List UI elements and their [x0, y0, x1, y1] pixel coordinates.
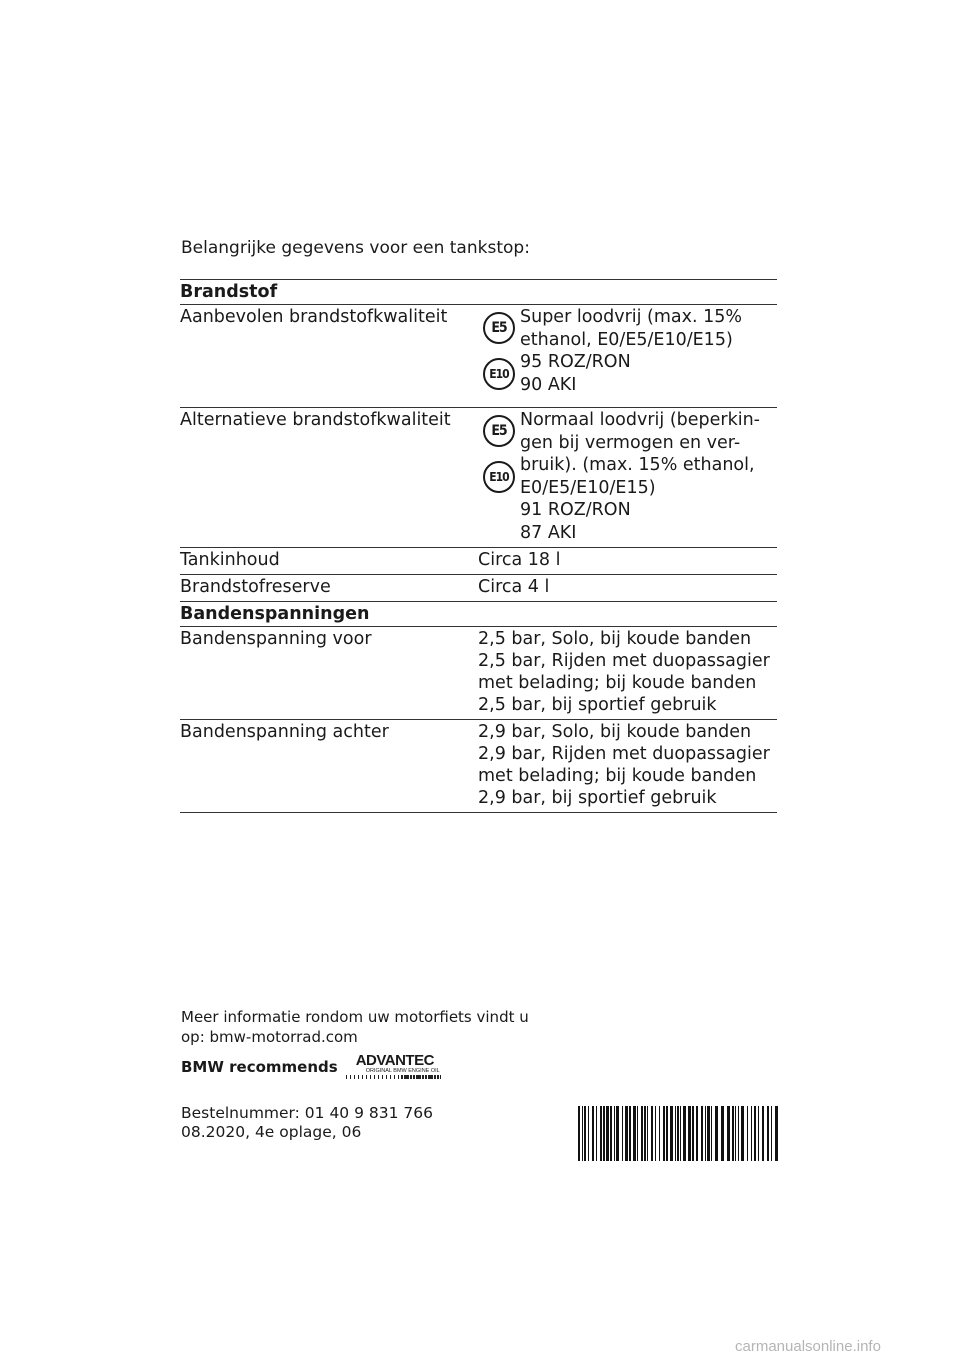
barcode-bar	[680, 1106, 681, 1161]
barcode-bar	[705, 1106, 706, 1161]
barcode-bar	[616, 1106, 619, 1161]
barcode-bar	[625, 1106, 628, 1161]
barcode-bar	[751, 1106, 752, 1161]
barcode-bar	[603, 1106, 605, 1161]
row-label: Brandstofreserve	[180, 577, 331, 597]
value-line: 2,9 bar, Rijden met duopassagier	[478, 744, 770, 764]
logo-stripes-dense	[401, 1075, 441, 1079]
e10-fuel-icon: E10	[483, 358, 515, 390]
value-line: 2,5 bar, Rijden met duopassagier	[478, 651, 770, 671]
barcode-bar	[633, 1106, 636, 1161]
row-value	[520, 409, 777, 544]
barcode-bar	[655, 1106, 656, 1161]
row-tire-pressure-front	[180, 626, 777, 719]
barcode-bar	[610, 1106, 612, 1161]
advantec-logo	[346, 1052, 456, 1082]
intro-text: Belangrijke gegevens voor een tankstop:	[181, 238, 530, 258]
edition-info: 08.2020, 4e oplage, 06	[181, 1123, 362, 1141]
order-info	[181, 1104, 433, 1142]
barcode-bar	[622, 1106, 623, 1161]
value-line: met belading; bij koude banden	[478, 766, 757, 786]
value-line: 95 ROZ/RON	[520, 352, 631, 372]
barcode-bar	[584, 1106, 586, 1161]
fuel-data-table	[180, 279, 777, 813]
row-label: Bandenspanning voor	[180, 629, 372, 649]
logo-subtitle: ORIGINAL BMW ENGINE OIL	[365, 1068, 440, 1074]
row-tank-capacity	[180, 547, 777, 574]
barcode-bar	[663, 1106, 665, 1161]
barcode-bar	[588, 1106, 589, 1161]
value-line: E0/E5/E10/E15)	[520, 477, 656, 498]
barcode-bar	[747, 1106, 748, 1161]
barcode-bar	[637, 1106, 638, 1161]
barcode-bar	[688, 1106, 691, 1161]
barcode-bar	[647, 1106, 648, 1161]
row-fuel-reserve	[180, 574, 777, 601]
barcode-bar	[754, 1106, 756, 1161]
barcode-bar	[735, 1106, 736, 1161]
barcode-bar	[715, 1106, 718, 1161]
row-label: Tankinhoud	[180, 550, 280, 570]
barcode-bar	[775, 1106, 778, 1161]
barcode-bar	[683, 1106, 686, 1161]
row-label: Alternatieve brandstofkwaliteit	[180, 410, 451, 430]
bmw-recommends	[181, 1052, 456, 1082]
barcode-bar	[578, 1106, 580, 1161]
value-line: 2,9 bar, bij sportief gebruik	[478, 788, 717, 808]
barcode-bar	[677, 1106, 679, 1161]
barcode-bar	[721, 1106, 724, 1161]
barcode-bar	[629, 1106, 631, 1161]
row-value	[478, 721, 777, 809]
barcode-bar	[670, 1106, 673, 1161]
barcode-bar	[600, 1106, 602, 1161]
info-line: op: bmw-motorrad.com	[181, 1028, 358, 1046]
barcode-bar	[707, 1106, 710, 1161]
value-line: 90 AKI	[520, 374, 577, 395]
watermark-text: carmanualsonline.info	[735, 1338, 881, 1355]
section-heading-tires: Bandenspanningen	[180, 601, 777, 626]
barcode-bar	[732, 1106, 734, 1161]
logo-brand: ADVANTEC	[355, 1052, 434, 1069]
barcode-bar	[659, 1106, 660, 1161]
value-line: 2,5 bar, bij sportief gebruik	[478, 695, 717, 715]
value-line: gen bij vermogen en ver-	[520, 432, 741, 453]
barcode-bar	[651, 1106, 653, 1161]
barcode-bar	[711, 1106, 712, 1161]
row-recommended-fuel	[180, 304, 777, 407]
barcode-bar	[701, 1106, 703, 1161]
value-line: Normaal loodvrij (beperkin-	[520, 410, 761, 430]
barcode-bar	[741, 1106, 744, 1161]
value-line: 91 ROZ/RON	[520, 500, 631, 520]
value-line: ethanol, E0/E5/E10/E15)	[520, 329, 733, 350]
row-value	[520, 306, 777, 404]
barcode-bar	[727, 1106, 730, 1161]
barcode-bar	[592, 1106, 594, 1161]
order-number: Bestelnummer: 01 40 9 831 766	[181, 1104, 433, 1122]
barcode-bar	[771, 1106, 772, 1161]
barcode-bar	[582, 1106, 583, 1161]
value-line: 87 AKI	[520, 522, 577, 543]
barcode-bar	[692, 1106, 694, 1161]
row-value: Circa 4 l	[478, 577, 550, 597]
row-value: Circa 18 l	[478, 550, 561, 570]
recommends-label: BMW recommends	[181, 1058, 338, 1076]
barcode-bar	[666, 1106, 668, 1161]
row-label: Aanbevolen brandstofkwaliteit	[180, 307, 448, 327]
barcode-bar	[767, 1106, 769, 1161]
row-alternative-fuel	[180, 407, 777, 547]
barcode-bar	[644, 1106, 646, 1161]
value-line: met belading; bij koude banden	[478, 673, 757, 693]
row-value	[478, 628, 777, 716]
value-line: 2,5 bar, Solo, bij koude banden	[478, 629, 752, 649]
barcode-image	[578, 1106, 778, 1161]
e10-fuel-icon: E10	[483, 461, 515, 493]
barcode-bar	[758, 1106, 759, 1161]
barcode-bar	[738, 1106, 739, 1161]
barcode-bar	[596, 1106, 597, 1161]
value-line: bruik). (max. 15% ethanol,	[520, 455, 755, 475]
e5-fuel-icon: E5	[483, 312, 515, 344]
barcode-bar	[762, 1106, 764, 1161]
barcode-bar	[614, 1106, 615, 1161]
more-info-text	[181, 1007, 541, 1047]
barcode-bar	[606, 1106, 609, 1161]
section-heading-fuel: Brandstof	[180, 279, 777, 304]
barcode-bar	[675, 1106, 676, 1161]
row-label: Bandenspanning achter	[180, 722, 389, 742]
barcode-bar	[696, 1106, 698, 1161]
info-line: Meer informatie rondom uw motorfiets vindt u	[181, 1008, 529, 1026]
row-tire-pressure-rear	[180, 719, 777, 813]
value-line: Super loodvrij (max. 15%	[520, 307, 743, 327]
barcode-bar	[641, 1106, 643, 1161]
value-line: 2,9 bar, Solo, bij koude banden	[478, 722, 752, 742]
e5-fuel-icon: E5	[483, 415, 515, 447]
